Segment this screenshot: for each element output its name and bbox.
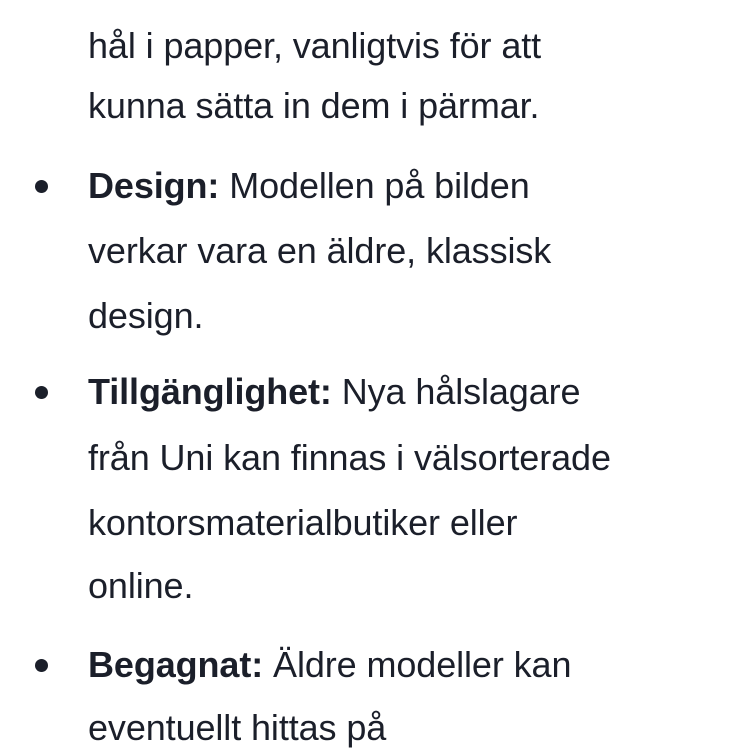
bullet-tillganglighet-line-4: online. — [88, 565, 194, 606]
bullet-design-line-3: design. — [88, 295, 204, 336]
bullet-tillganglighet-line-2: från Uni kan finnas i välsorterade — [88, 437, 611, 478]
intro-text-line-1: hål i papper, vanligtvis för att — [88, 25, 542, 66]
bullet-term-begagnat: Begagnat: — [88, 644, 264, 685]
bullet-tillganglighet-line-1: Tillgänglighet: Nya hålslagare — [88, 371, 581, 412]
bullet-tillganglighet-line-3: kontorsmaterialbutiker eller — [88, 502, 518, 543]
bullet-dot — [35, 180, 48, 193]
bullet-design-line-1: Design: Modellen på bilden — [88, 165, 530, 206]
bullet-begagnat-line-2: eventuellt hittas på — [88, 707, 387, 748]
bullet-term-design: Design: — [88, 165, 220, 206]
bullet-begagnat-line-1: Begagnat: Äldre modeller kan — [88, 644, 572, 685]
bullet-dot — [35, 659, 48, 672]
bullet-design-line-2: verkar vara en äldre, klassisk — [88, 230, 552, 271]
intro-text-line-2: kunna sätta in dem i pärmar. — [88, 85, 540, 126]
bullet-dot — [35, 386, 48, 399]
bullet-term-tillganglighet: Tillgänglighet: — [88, 371, 332, 412]
